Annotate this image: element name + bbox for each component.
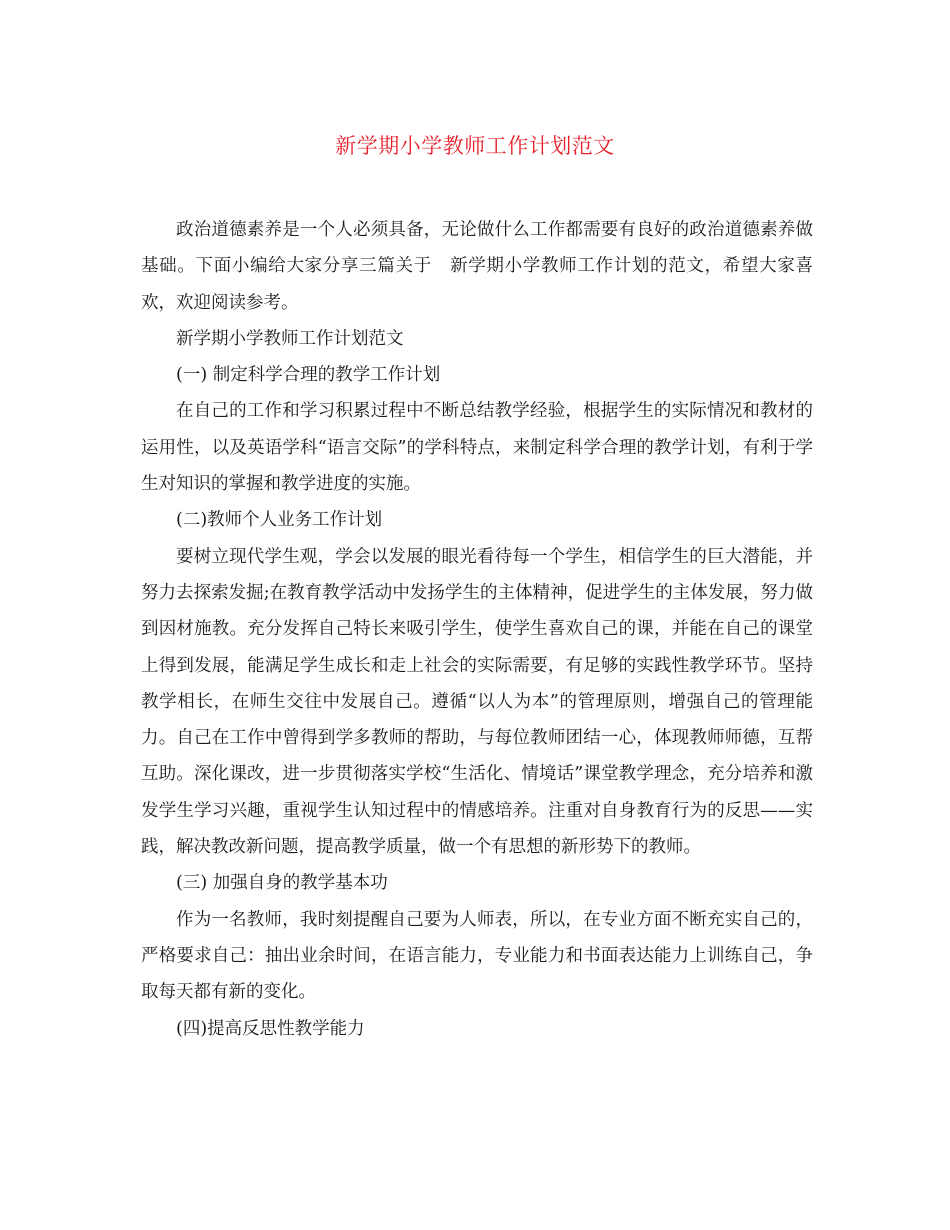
document-body	[141, 212, 813, 1047]
section-paragraph-2: 要树立现代学生观，学会以发展的眼光看待每一个学生，相信学生的巨大潜能，并努力去探索发掘;在教育教学活动中发扬学生的主体精神，促进学生的主体发展，努力做到因材施教。充分发挥自己特长来吸引学生，使学生喜欢自己的课，并能在自己的课堂上得到发展，能满足学生成长和走上社会的实际需要，有足够的实践性教学环节。坚持教学相长，在师生交往中发展自己。遵循“以人为本”的管理原则，增强自己的管理能力。自己在工作中曾得到学多教师的帮助，与每位教师团结一心，体现教师师德，互帮互助。深化课改，进一步贯彻落实学校“生活化、情境话”课堂教学理念，充分培养和激发学生学习兴趣，重视学生认知过程中的情感培养。注重对自身教育行为的反思——实践，解决教改新问题，提高教学质量，做一个有思想的新形势下的教师。	[141, 546, 813, 858]
document-title: 新学期小学教师工作计划范文	[335, 134, 615, 158]
section-heading-4: (四)提高反思性教学能力	[176, 1018, 365, 1039]
section-heading-main: 新学期小学教师工作计划范文	[176, 328, 404, 349]
section-heading-3: (三) 加强自身的教学基本功	[176, 873, 388, 894]
section-heading-2: (二)教师个人业务工作计划	[176, 510, 383, 531]
section-paragraph-3: 作为一名教师，我时刻提醒自己要为人师表，所以，在专业方面不断充实自己的，严格要求自己：抽出业余时间，在语言能力，专业能力和书面表达能力上训练自己，争取每天都有新的变化。	[141, 909, 813, 1003]
section-heading-1: (一) 制定科学合理的教学工作计划	[176, 365, 441, 386]
intro-paragraph: 政治道德素养是一个人必须具备，无论做什么工作都需要有良好的政治道德素养做基础。下面小编给大家分享三篇关于 新学期小学教师工作计划的范文，希望大家喜欢，欢迎阅读参考。	[141, 220, 813, 313]
section-paragraph-1: 在自己的工作和学习积累过程中不断总结教学经验，根据学生的实际情况和教材的运用性，以及英语学科“语言交际”的学科特点，来制定科学合理的教学计划，有利于学生对知识的掌握和教学进度的实施。	[141, 401, 813, 495]
